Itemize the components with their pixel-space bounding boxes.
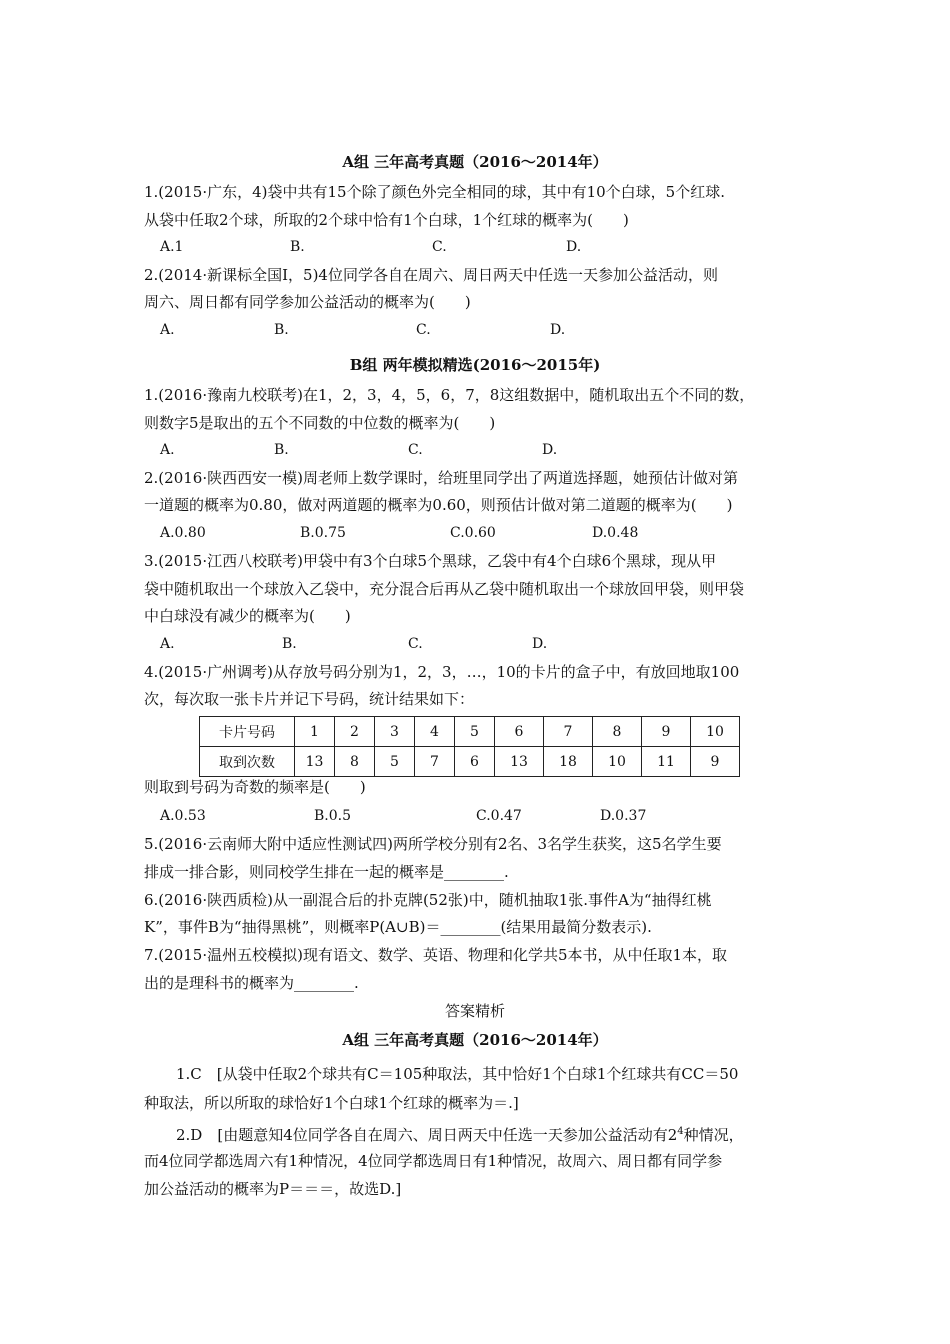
answers-title: 答案精析 bbox=[444, 1002, 505, 1020]
option-a: A.0.53 bbox=[160, 808, 206, 824]
a-q1-line2: 从袋中任取2个球，所取的2个球中恰有1个白球，1个红球的概率为( ) bbox=[144, 211, 629, 229]
option-a: A. bbox=[160, 322, 175, 338]
option-d: D. bbox=[542, 442, 558, 458]
answers-section-a-heading: A组 三年高考真题（2016～2014年） bbox=[342, 1031, 608, 1049]
table-cell: 9 bbox=[691, 747, 740, 777]
b-q2-line2: 一道题的概率为0.80，做对两道题的概率为0.60，则预估计做对第二道题的概率为( ) bbox=[144, 496, 733, 514]
option-c: C. bbox=[408, 442, 423, 458]
table-cell: 4 bbox=[415, 717, 455, 747]
b-q3-line3: 中白球没有减少的概率为( ) bbox=[144, 607, 351, 625]
b-q6-line2: K”，事件B为“抽得黑桃”，则概率P(A∪B)＝________(结果用最简分数表示). bbox=[144, 918, 652, 936]
table-row-counts bbox=[200, 747, 740, 777]
option-b: B.0.75 bbox=[300, 525, 346, 541]
option-b: B.0.5 bbox=[314, 808, 352, 824]
table-cell: 7 bbox=[415, 747, 455, 777]
b-q5-line2: 排成一排合影，则同校学生排在一起的概率是________. bbox=[144, 863, 509, 881]
table-cell: 6 bbox=[495, 717, 544, 747]
b-q7-line2: 出的是理科书的概率为________. bbox=[144, 974, 359, 992]
b-q3-line1: 3.(2015·江西八校联考)甲袋中有3个白球5个黑球，乙袋中有4个白球6个黑球，现从甲 bbox=[144, 552, 717, 570]
a-q2-line2: 周六、周日都有同学参加公益活动的概率为( ) bbox=[144, 293, 471, 311]
table-cell: 5 bbox=[375, 747, 415, 777]
b-q2-options bbox=[160, 523, 860, 543]
option-d: D.0.48 bbox=[592, 525, 639, 541]
answer-2-line3: 加公益活动的概率为P＝＝＝，故选D.] bbox=[144, 1180, 402, 1198]
a-q1-options bbox=[160, 237, 860, 257]
option-b: B. bbox=[282, 636, 297, 652]
card-stats-table bbox=[199, 716, 740, 777]
table-cell: 6 bbox=[455, 747, 495, 777]
table-cell: 3 bbox=[375, 717, 415, 747]
answer-2-line1 bbox=[176, 1122, 744, 1145]
table-cell: 5 bbox=[455, 717, 495, 747]
b-q5-line1: 5.(2016·云南师大附中适应性测试四)两所学校分别有2名、3名学生获奖，这5名学生要 bbox=[144, 835, 722, 853]
table-cell: 18 bbox=[544, 747, 593, 777]
table-cell: 9 bbox=[642, 717, 691, 747]
exponent: 4 bbox=[677, 1126, 684, 1137]
answer-1-line1: 1.C [从袋中任取2个球共有C＝105种取法，其中恰好1个白球1个红球共有CC＝50 bbox=[176, 1065, 739, 1083]
table-cell: 2 bbox=[335, 717, 375, 747]
option-c: C. bbox=[432, 239, 447, 255]
b-q4-line2: 次，每次取一张卡片并记下号码，统计结果如下： bbox=[144, 690, 475, 708]
option-b: B. bbox=[274, 442, 289, 458]
option-c: C. bbox=[408, 636, 423, 652]
b-q4-options bbox=[160, 806, 860, 826]
b-q4-line1: 4.(2015·广州调考)从存放号码分别为1，2，3，…，10的卡片的盒子中，有放回地取100 bbox=[144, 663, 740, 681]
option-b: B. bbox=[274, 322, 289, 338]
table-cell: 10 bbox=[691, 717, 740, 747]
table-cell: 7 bbox=[544, 717, 593, 747]
option-b: B. bbox=[290, 239, 305, 255]
table-cell: 13 bbox=[295, 747, 335, 777]
answer-2-line2: 而4位同学都选周六有1种情况，4位同学都选周日有1种情况，故周六、周日都有同学参 bbox=[144, 1152, 723, 1170]
table-cell: 8 bbox=[335, 747, 375, 777]
b-q1-options bbox=[160, 440, 860, 460]
option-d: D. bbox=[550, 322, 566, 338]
section-b-heading: B组 两年模拟精选(2016～2015年) bbox=[349, 356, 601, 374]
row-label-counts: 取到次数 bbox=[200, 747, 295, 777]
table-cell: 10 bbox=[593, 747, 642, 777]
table-row-numbers bbox=[200, 717, 740, 747]
option-a: A. bbox=[160, 636, 175, 652]
table-cell: 13 bbox=[495, 747, 544, 777]
a-q2-line1: 2.(2014·新课标全国Ⅰ，5)4位同学各自在周六、周日两天中任选一天参加公益活动，则 bbox=[144, 266, 718, 284]
option-a: A.1 bbox=[160, 239, 184, 255]
option-a: A.0.80 bbox=[160, 525, 206, 541]
a-q2-options bbox=[160, 320, 860, 340]
option-d: D.0.37 bbox=[600, 808, 647, 824]
option-a: A. bbox=[160, 442, 175, 458]
b-q2-line1: 2.(2016·陕西西安一模)周老师上数学课时，给班里同学出了两道选择题，她预估计做对第 bbox=[144, 469, 738, 487]
answer-2-line1-tail: 种情况， bbox=[683, 1126, 744, 1144]
row-label-numbers: 卡片号码 bbox=[200, 717, 295, 747]
b-q1-line1: 1.(2016·豫南九校联考)在1，2，3，4，5，6，7，8这组数据中，随机取出五个不同的数， bbox=[144, 386, 755, 404]
option-d: D. bbox=[566, 239, 582, 255]
b-q7-line1: 7.(2015·温州五校模拟)现有语文、数学、英语、物理和化学共5本书，从中任取1本，取 bbox=[144, 946, 728, 964]
section-a-heading: A组 三年高考真题（2016～2014年） bbox=[342, 153, 608, 171]
answer-1-line2: 种取法，所以所取的球恰好1个白球1个红球的概率为＝.] bbox=[144, 1094, 519, 1112]
option-c: C.0.60 bbox=[450, 525, 496, 541]
a-q1-line1: 1.(2015·广东，4)袋中共有15个除了颜色外完全相同的球，其中有10个白球，5个红球. bbox=[144, 183, 725, 201]
b-q1-line2: 则数字5是取出的五个不同数的中位数的概率为( ) bbox=[144, 414, 496, 432]
option-c: C.0.47 bbox=[476, 808, 522, 824]
answer-2-line1-text: 2.D [由题意知4位同学各自在周六、周日两天中任选一天参加公益活动有2 bbox=[176, 1126, 678, 1144]
table-cell: 8 bbox=[593, 717, 642, 747]
option-d: D. bbox=[532, 636, 548, 652]
b-q6-line1: 6.(2016·陕西质检)从一副混合后的扑克牌(52张)中，随机抽取1张.事件A为“抽得红桃 bbox=[144, 891, 712, 909]
b-q3-options bbox=[160, 634, 860, 654]
b-q4-line3: 则取到号码为奇数的频率是( ) bbox=[144, 778, 366, 796]
option-c: C. bbox=[416, 322, 431, 338]
table-cell: 1 bbox=[295, 717, 335, 747]
table-cell: 11 bbox=[642, 747, 691, 777]
b-q3-line2: 袋中随机取出一个球放入乙袋中，充分混合后再从乙袋中随机取出一个球放回甲袋，则甲袋 bbox=[144, 580, 745, 598]
